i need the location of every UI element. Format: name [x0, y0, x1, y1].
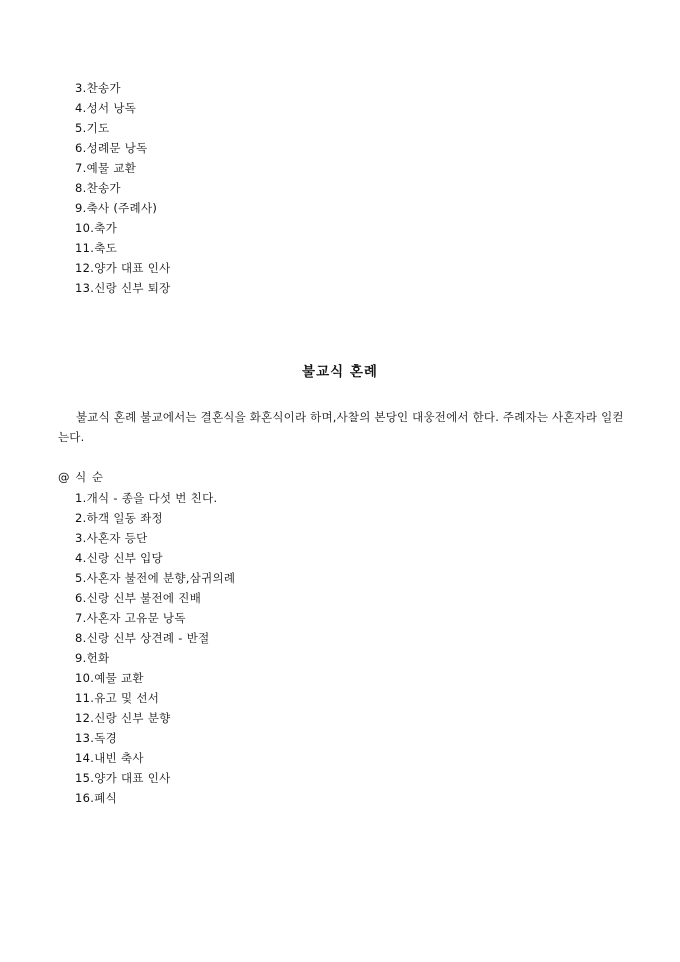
list-item: 2.하객 일동 좌정: [75, 511, 163, 525]
list-item: 7.예물 교환: [75, 161, 137, 175]
list-item: 3.사혼자 등단: [75, 531, 148, 545]
list-item: 4.성서 낭독: [75, 101, 137, 115]
list-item: 7.사혼자 고유문 낭독: [75, 611, 186, 625]
list-item: 12.양가 대표 인사: [75, 261, 171, 275]
section-intro-paragraph: 불교식 혼례 불교에서는 결혼식을 화혼식이라 하며,사찰의 본당인 대웅전에서 한다. 주례자는 사혼자라 일컫는다.: [58, 410, 624, 444]
list-item: 9.축사 (주례사): [75, 201, 158, 215]
list-item: 16.폐식: [75, 791, 118, 805]
buddhist-ceremony-order-list: [75, 488, 235, 808]
order-heading: @ 식 순: [58, 470, 105, 484]
list-item: 8.신랑 신부 상견례 - 반절: [75, 631, 210, 645]
list-item: 10.축가: [75, 221, 118, 235]
list-item: 1.개식 - 종을 다섯 번 친다.: [75, 491, 218, 505]
christian-ceremony-order-list: [75, 78, 171, 298]
list-item: 14.내빈 축사: [75, 751, 144, 765]
list-item: 6.신랑 신부 불전에 진배: [75, 591, 202, 605]
section-title: 불교식 혼례: [302, 364, 378, 380]
list-item: 10.예물 교환: [75, 671, 144, 685]
list-item: 11.축도: [75, 241, 118, 255]
list-item: 9.헌화: [75, 651, 110, 665]
list-item: 15.양가 대표 인사: [75, 771, 171, 785]
list-item: 5.사혼자 불전에 분향,삼귀의례: [75, 571, 236, 585]
list-item: 4.신랑 신부 입당: [75, 551, 163, 565]
list-item: 3.찬송가: [75, 81, 121, 95]
list-item: 5.기도: [75, 121, 110, 135]
list-item: 8.찬송가: [75, 181, 121, 195]
list-item: 11.유고 및 선서: [75, 691, 160, 705]
list-item: 6.성례문 낭독: [75, 141, 148, 155]
list-item: 12.신랑 신부 분향: [75, 711, 171, 725]
list-item: 13.신랑 신부 퇴장: [75, 281, 171, 295]
list-item: 13.독경: [75, 731, 118, 745]
